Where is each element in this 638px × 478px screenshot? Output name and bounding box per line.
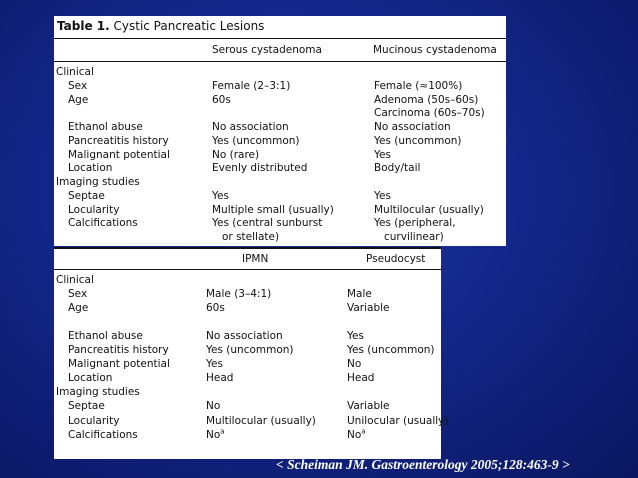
cell-col1-text: Yes — [206, 358, 223, 371]
cell-col1 — [212, 149, 259, 163]
cell-col2-text: Yes — [374, 148, 391, 161]
cell-col1-text: No association — [206, 330, 283, 343]
table-row — [54, 94, 506, 108]
top-rule — [54, 247, 441, 249]
cell-col2 — [347, 330, 364, 344]
row-label: Calcifications — [68, 217, 138, 230]
table-2 — [54, 247, 449, 459]
cell-col2 — [374, 94, 478, 108]
cell-col2-text: Carcinoma (60s–70s) — [374, 107, 485, 120]
header-rule — [54, 61, 506, 62]
column-header-ipmn: IPMN — [242, 253, 269, 265]
cell-col2-text: Variable — [347, 400, 390, 413]
cell-col1-text: No — [206, 400, 221, 413]
cell-col2 — [374, 80, 462, 94]
cell-col1-text: No (rare) — [212, 148, 260, 161]
table-row — [54, 414, 449, 429]
table-row — [54, 176, 506, 190]
cell-col1 — [206, 400, 220, 414]
table-row — [54, 80, 506, 94]
cell-col2-text: Body/tail — [374, 162, 421, 175]
cell-col1 — [206, 302, 225, 316]
cell-col1 — [212, 162, 307, 176]
cell-col2 — [374, 217, 456, 231]
cell-col2-text: Female (≈100%) — [374, 79, 463, 92]
cell-col1 — [212, 94, 231, 108]
row-label: Locularity — [68, 203, 120, 216]
cell-col1 — [212, 190, 229, 204]
row-label: Ethanol abuse — [68, 330, 143, 343]
column-headers — [54, 44, 506, 58]
cell-col2-text: Yes — [374, 189, 391, 202]
table-row — [54, 372, 441, 386]
row-label: Age — [68, 93, 89, 106]
cell-col1 — [206, 429, 225, 443]
table-row — [54, 302, 441, 316]
cell-col1 — [206, 415, 316, 429]
cell-col1-text: Yes (central sunburst — [212, 217, 323, 230]
table-1 — [54, 16, 506, 246]
row-label: Ethanol abuse — [68, 121, 143, 133]
cell-col1-text: Female (2–3:1) — [212, 79, 291, 92]
table-row — [54, 107, 506, 121]
cell-col1 — [206, 358, 223, 372]
cell-col1 — [212, 204, 334, 218]
cell-col2-text: Yes — [347, 330, 364, 343]
table-row — [54, 386, 441, 400]
table-row — [54, 274, 441, 288]
table-row — [54, 429, 441, 443]
row-label: Sex — [68, 79, 88, 92]
top-rule — [54, 38, 506, 39]
table-row — [54, 66, 506, 80]
cell-col2-text: Male — [347, 288, 372, 301]
table-row — [54, 400, 441, 414]
cell-col1-text: 60s — [206, 302, 225, 315]
header-rule — [54, 269, 441, 270]
cell-col2 — [374, 149, 391, 163]
cell-col1 — [206, 372, 233, 386]
cell-col1-text: 60s — [212, 93, 231, 106]
table-row — [54, 330, 441, 344]
table-1-title-label: Table 1. — [57, 19, 110, 33]
cell-col1 — [206, 330, 283, 344]
row-label: Clinical — [56, 274, 94, 286]
cell-col2 — [374, 121, 451, 135]
row-label: Malignant potential — [68, 358, 170, 371]
cell-col2-text: Unilocular (usually) — [347, 414, 449, 427]
citation: < Scheiman JM. Gastroenterology 2005;128:463-9 > — [276, 457, 570, 472]
table-row — [54, 149, 506, 163]
table-row — [54, 190, 506, 204]
cell-col1-text: Male (3–4:1) — [206, 288, 272, 301]
cell-col1-text: Head — [206, 372, 234, 385]
table-row — [54, 121, 506, 135]
row-label: Location — [68, 162, 113, 175]
cell-col1-text: Yes (uncommon) — [212, 134, 300, 147]
cell-col2 — [347, 372, 374, 386]
footnote-marker: a — [220, 427, 225, 436]
table-1-title-text: Cystic Pancreatic Lesions — [113, 19, 265, 33]
row-label: Age — [68, 302, 89, 315]
cell-col1 — [206, 344, 294, 358]
cell-col2 — [347, 429, 366, 443]
column-header-pseudocyst: Pseudocyst — [366, 253, 426, 265]
cell-col1 — [212, 80, 290, 94]
footnote-marker: a — [361, 427, 366, 436]
table-row — [54, 135, 506, 149]
table-row — [54, 344, 441, 358]
cell-col2-text: Adenoma (50s–60s) — [374, 93, 479, 106]
cell-col1-text: Evenly distributed — [212, 162, 308, 175]
table-row — [54, 231, 506, 245]
cell-col2 — [374, 190, 391, 204]
cell-col2 — [347, 400, 390, 414]
column-header-serous: Serous cystadenoma — [212, 44, 322, 56]
row-label: Malignant potential — [68, 148, 170, 161]
table-row — [54, 162, 506, 176]
row-label: Imaging studies — [56, 176, 140, 188]
table-row — [54, 217, 506, 231]
cell-col2-text: No — [347, 428, 362, 441]
table-row — [54, 358, 441, 372]
cell-col2 — [347, 344, 435, 358]
row-label: Septae — [68, 400, 105, 413]
cell-col1-text: Yes (uncommon) — [206, 344, 294, 357]
table-row — [54, 288, 441, 302]
cell-col1 — [222, 231, 279, 245]
cell-col2 — [374, 162, 420, 176]
cell-col2 — [374, 135, 462, 149]
cell-col2 — [347, 415, 449, 429]
cell-col1-text: Multilocular (usually) — [206, 414, 316, 427]
cell-col2-text: curvilinear) — [384, 231, 444, 243]
table-1-title — [57, 20, 264, 34]
cell-col2-text: Yes (uncommon) — [347, 344, 435, 357]
column-header-mucinous: Mucinous cystadenoma — [373, 44, 497, 56]
cell-col1 — [212, 217, 322, 231]
cell-col2 — [374, 107, 485, 121]
cell-col1-text: Yes — [212, 189, 229, 202]
row-label: Clinical — [56, 66, 94, 78]
row-label: Location — [68, 372, 113, 385]
row-label: Pancreatitis history — [68, 134, 169, 147]
column-headers — [54, 253, 441, 267]
cell-col2-text: Yes (peripheral, — [374, 217, 456, 230]
cell-col1 — [212, 121, 289, 135]
cell-col1-text: No association — [212, 121, 289, 133]
row-label: Imaging studies — [56, 386, 140, 399]
cell-col2 — [347, 302, 390, 316]
cell-col1-text: No — [206, 428, 221, 441]
row-label: Sex — [68, 288, 88, 301]
cell-col1 — [212, 135, 300, 149]
cell-col2-text: No association — [374, 121, 451, 133]
cell-col2 — [347, 288, 372, 302]
row-label: Locularity — [68, 414, 120, 427]
row-label: Calcifications — [68, 428, 138, 441]
cell-col2-text: Variable — [347, 302, 390, 315]
cell-col2 — [374, 204, 484, 218]
cell-col2 — [347, 358, 361, 372]
row-label: Septae — [68, 189, 105, 202]
cell-col2-text: Head — [347, 372, 375, 385]
table-row — [54, 316, 441, 330]
cell-col1-text: or stellate) — [222, 231, 280, 243]
cell-col2-text: Yes (uncommon) — [374, 134, 462, 147]
cell-col2 — [384, 231, 444, 245]
row-label: Pancreatitis history — [68, 344, 169, 357]
cell-col2-text: No — [347, 358, 362, 371]
cell-col1 — [206, 288, 271, 302]
cell-col2-text: Multilocular (usually) — [374, 203, 484, 216]
table-row — [54, 204, 506, 218]
cell-col1-text: Multiple small (usually) — [212, 203, 334, 216]
